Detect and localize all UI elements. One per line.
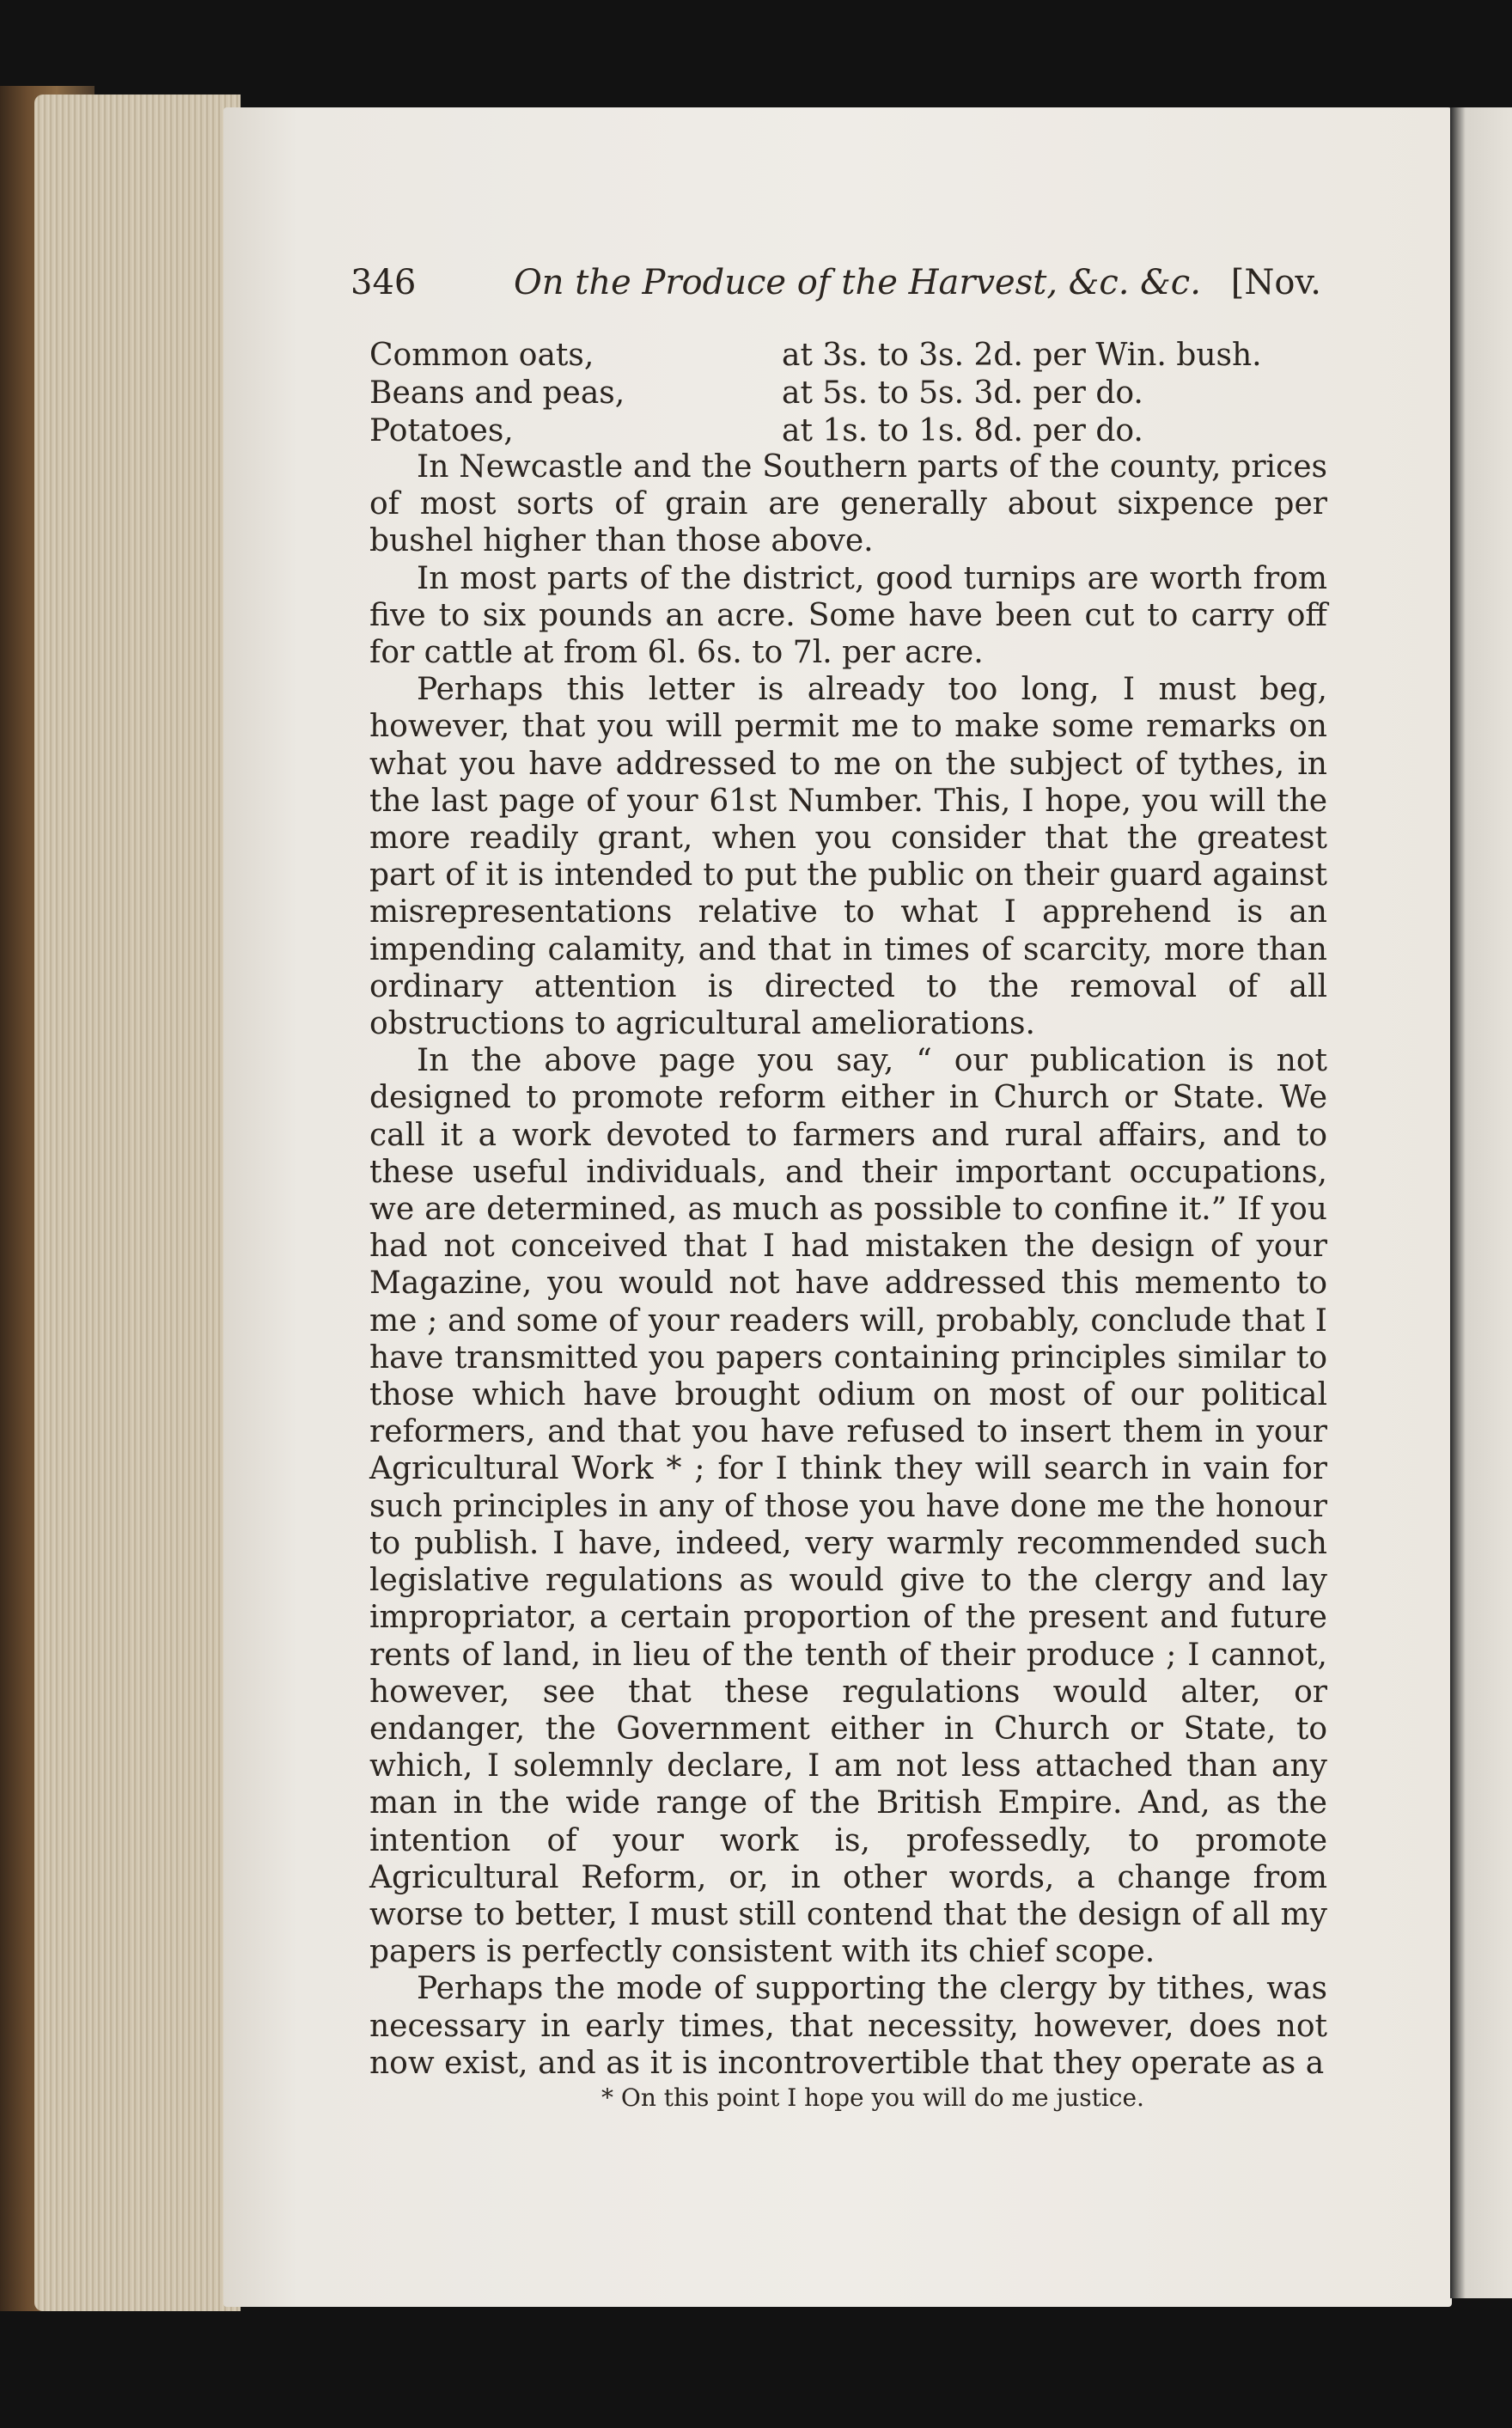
price-item: Beans and peas,: [369, 375, 625, 411]
running-title: On the Produce of the Harvest, &c. &c.: [514, 263, 1201, 302]
price-row: [369, 338, 1314, 375]
price-item: Common oats,: [369, 338, 594, 373]
paragraph: Perhaps this letter is already too long, I must beg, however, that you will permit me to make some remarks on what you have addressed to me on the subject of tythes, in the last page of your 61st Number. This, I hope, you will the more readily grant, when you consider that the greatest part of it is intended to put the public on their guard against misrepresentations relative to what I apprehend is an impending calamity, and that in times of scarcity, more than ordinary attention is directed to the removal of all obstructions to agricultural ameliorations.: [369, 672, 1327, 1042]
price-value: at 3s. to 3s. 2d. per Win. bush.: [782, 338, 1262, 373]
price-value: at 5s. to 5s. 3d. per do.: [782, 375, 1143, 411]
page-edges: [34, 95, 241, 2311]
facing-page-edge: [1450, 107, 1512, 2298]
price-item: Potatoes,: [369, 413, 514, 448]
price-table: [369, 338, 1314, 451]
running-section: [Nov.: [1230, 263, 1321, 302]
footnote: * On this point I hope you will do me justice.: [601, 2083, 1144, 2112]
paragraph: Perhaps the mode of supporting the clergy by tithes, was necessary in early times, that necessity, however, does not now exist, and as it is incontrovertible that they operate as a: [369, 1971, 1327, 2081]
price-row: [369, 413, 1314, 451]
page-number: 346: [351, 263, 417, 302]
paragraph: In the above page you say, “ our publication is not designed to promote reform either in Church or State. We call it a work devoted to farmers and rural affairs, and to these useful individuals, and their important occupations, we are determined, as much as possible to confine it.” If you had not conceived that I had mistaken the design of your Magazine, you would not have addressed this memento to me ; and some of your readers will, probably, conclude that I have transmitted you papers containing principles similar to those which have brought odium on most of our political reformers, and that you have refused to insert them in your Agricultural Work * ; for I think they will search in vain for such principles in any of those you have done me the honour to publish. I have, indeed, very warmly recommended such legislative regulations as would give to the clergy and lay impropriator, a certain proportion of the present and future rents of land, in lieu of the tenth of their produce ; I cannot, however, see that these regulations would alter, or endanger, the Government either in Church or State, to which, I solemnly declare, I am not less attached than any man in the wide range of the British Empire. And, as the intention of your work is, professedly, to promote Agricultural Reform, or, in other words, a change from worse to better, I must still contend that the design of all my papers is perfectly consistent with its chief scope.: [369, 1043, 1327, 1970]
body-text: [369, 448, 1327, 2082]
price-row: [369, 375, 1314, 413]
price-value: at 1s. to 1s. 8d. per do.: [782, 413, 1143, 448]
running-header: [351, 263, 1321, 314]
paragraph: In most parts of the district, good turnips are worth from five to six pounds an acre. Some have been cut to carry off for cattle at from 6l. 6s. to 7l. per acre.: [369, 560, 1327, 671]
paragraph: In Newcastle and the Southern parts of the county, prices of most sorts of grain are generally about sixpence per bushel higher than those above.: [369, 449, 1327, 559]
